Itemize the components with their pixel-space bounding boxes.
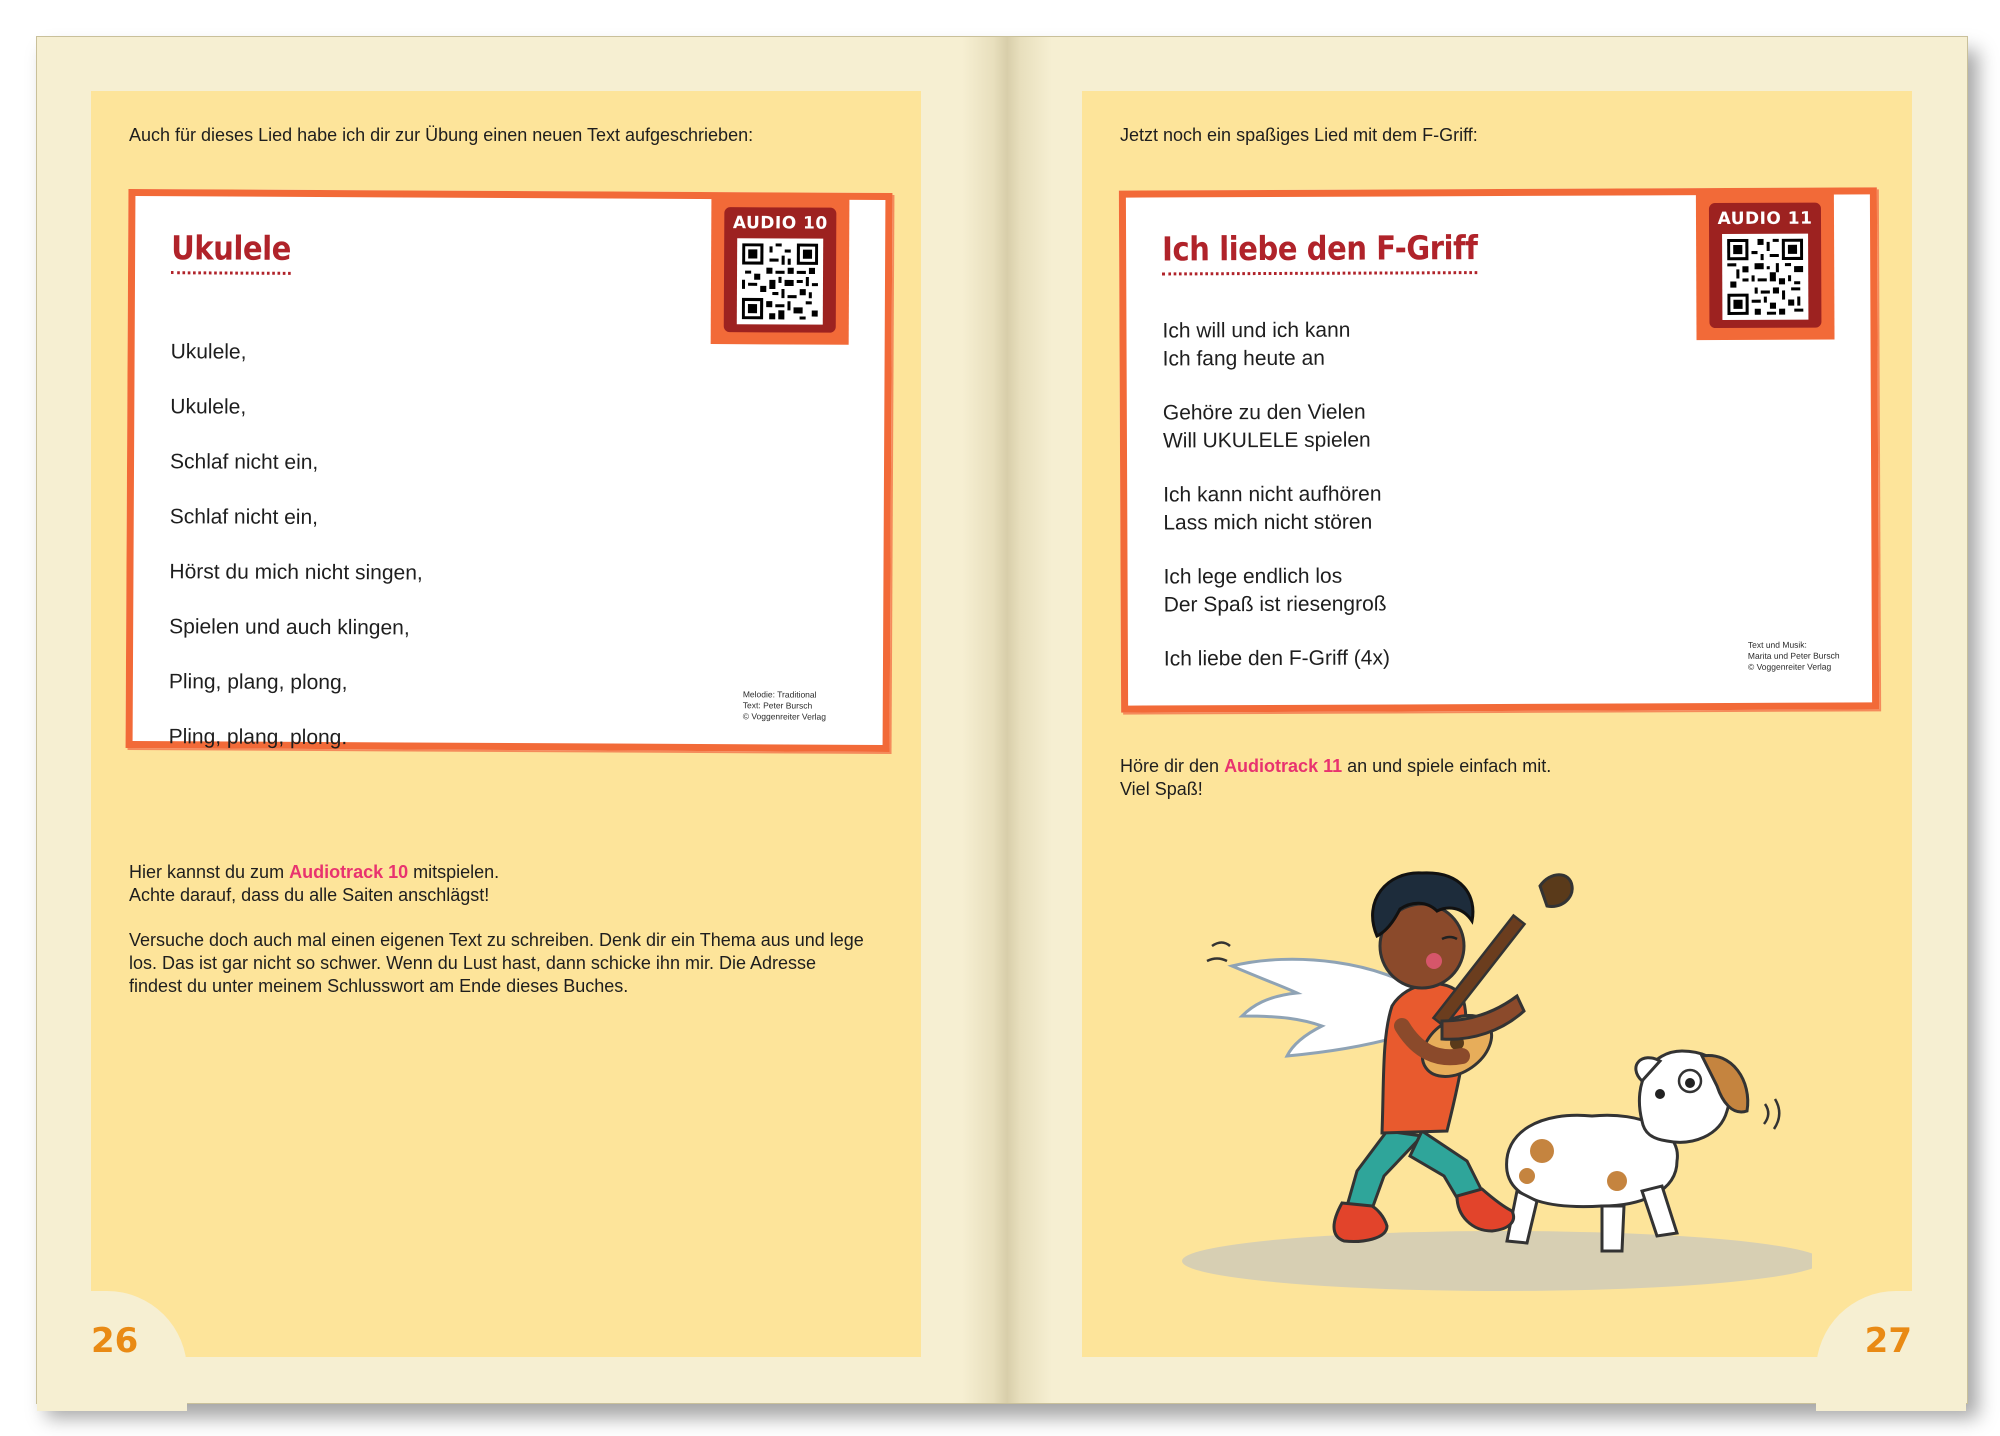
song-credits: Melodie: Traditional Text: Peter Bursch © Voggenreiter Verlag: [742, 689, 827, 722]
lyric-line: Spielen und auch klingen,: [169, 615, 410, 640]
lyric-line: Pling, plang, plong,: [168, 670, 348, 695]
audio-10-badge[interactable]: [711, 197, 850, 345]
qr-code-icon[interactable]: [737, 238, 823, 324]
kid-back-leg: [1347, 1131, 1422, 1209]
qr-code-icon[interactable]: [1722, 234, 1808, 320]
f-griff-lyrics: [1162, 316, 1390, 699]
lyric-line: Ukulele,: [170, 340, 247, 364]
lyric-line: Schlaf nicht ein,: [169, 450, 319, 475]
page-number: 26: [91, 1321, 139, 1361]
lyric-line: Schlaf nicht ein,: [169, 505, 319, 530]
listen-text: Höre dir den Audiotrack 11 an und spiele einfach mit. Viel Spaß!: [1120, 756, 1552, 799]
ukulele-lyrics: [168, 324, 424, 765]
audiotrack-10-link[interactable]: Audiotrack 10: [289, 862, 409, 882]
play-along-text: Hier kannst du zum Audiotrack 10 mitspielen. Achte darauf, dass du alle Saiten anschlägst!: [129, 862, 500, 905]
song-credits: Text und Musik: Marita und Peter Bursch © Voggenreiter Verlag: [1747, 639, 1840, 672]
lyric-line: Pling, plang, plong.: [168, 725, 348, 750]
own-text-paragraph: Versuche doch auch mal einen eigenen Text zu schreiben. Denk dir ein Thema aus und lege los. Das ist gar nicht so schwer. Wenn du Lust hast, dann schicke ihn mir. Die Adresse findest du unter meinem Schlusswort am Ende dieses Buches.: [129, 930, 864, 996]
audio-label: AUDIO 11: [1717, 208, 1813, 230]
right-intro-text: Jetzt noch ein spaßiges Lied mit dem F-Griff:: [1120, 125, 1478, 145]
lyric-stanza: Ich kann nicht aufhören Lass mich nicht stören: [1163, 482, 1382, 534]
song-title-f-griff: Ich liebe den F-Griff: [1162, 228, 1478, 275]
open-book: [36, 36, 1968, 1404]
page-27: [1082, 91, 1912, 1361]
f-griff-song-box: [1119, 187, 1879, 712]
audio-label: AUDIO 10: [732, 213, 828, 234]
lyric-line: Ukulele,: [170, 395, 247, 419]
ground-shadow: [1182, 1231, 1812, 1291]
ukulele-song-box: [126, 189, 893, 752]
lyric-line: Hörst du mich nicht singen,: [169, 560, 423, 585]
audiotrack-11-link[interactable]: Audiotrack 11: [1224, 756, 1343, 776]
angel-kid-with-ukulele-and-dog-illustration: [1172, 811, 1812, 1301]
book-gutter: [962, 37, 1052, 1403]
audio-11-badge[interactable]: [1696, 193, 1835, 341]
page-26: [91, 91, 921, 1361]
lyric-stanza: Gehöre zu den Vielen Will UKULELE spielen: [1162, 400, 1371, 452]
left-intro-text: Auch für dieses Lied habe ich dir zur Übung einen neuen Text aufgeschrieben:: [129, 125, 754, 145]
dog-figure: [1507, 1051, 1780, 1251]
song-title-ukulele: Ukulele: [171, 228, 291, 275]
lyric-stanza: Ich lege endlich los Der Spaß ist riesengroß: [1163, 564, 1387, 616]
lyric-stanza: Ich will und ich kann Ich fang heute an: [1162, 318, 1351, 370]
page-number: 27: [1864, 1321, 1912, 1361]
lyric-stanza: Ich liebe den F-Griff (4x): [1163, 646, 1390, 671]
